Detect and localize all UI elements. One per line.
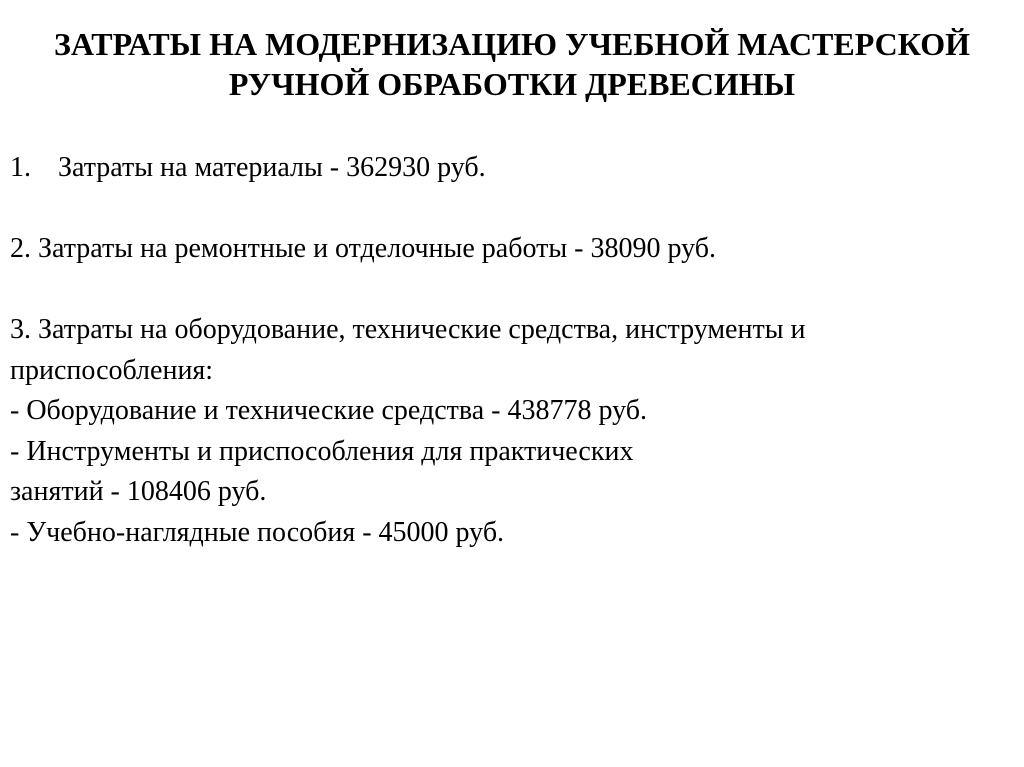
spacer	[10, 270, 1010, 311]
item-text: Затраты на материалы - 362930 руб.	[58, 152, 486, 183]
cost-item-equipment-heading: 3. Затраты на оборудование, технические средства, инструменты и	[10, 314, 806, 345]
cost-subitem-tools: - Инструменты и приспособления для практических	[10, 435, 634, 467]
cost-item-equipment-heading-cont: приспособления:	[10, 354, 214, 386]
item-number: 1.	[10, 152, 31, 183]
cost-item-repair: 2. Затраты на ремонтные и отделочные работы - 38090 руб.	[10, 233, 716, 264]
title-line-2: РУЧНОЙ ОБРАБОТКИ ДРЕВЕСИНЫ	[228, 66, 796, 102]
title-line-1: ЗАТРАТЫ НА МОДЕРНИЗАЦИЮ УЧЕБНОЙ МАСТЕРСКОЙ	[54, 26, 970, 62]
spacer	[10, 189, 1010, 230]
cost-subitem-equipment: - Оборудование и технические средства - 438778 руб.	[10, 395, 647, 426]
cost-subitem-tools-cont: занятий - 108406 руб.	[10, 476, 267, 507]
cost-list	[10, 148, 1010, 553]
slide-title	[0, 24, 1024, 104]
cost-item-materials	[10, 148, 1010, 189]
cost-subitem-visual-aids: - Учебно-наглядные пособия - 45000 руб.	[10, 516, 505, 548]
